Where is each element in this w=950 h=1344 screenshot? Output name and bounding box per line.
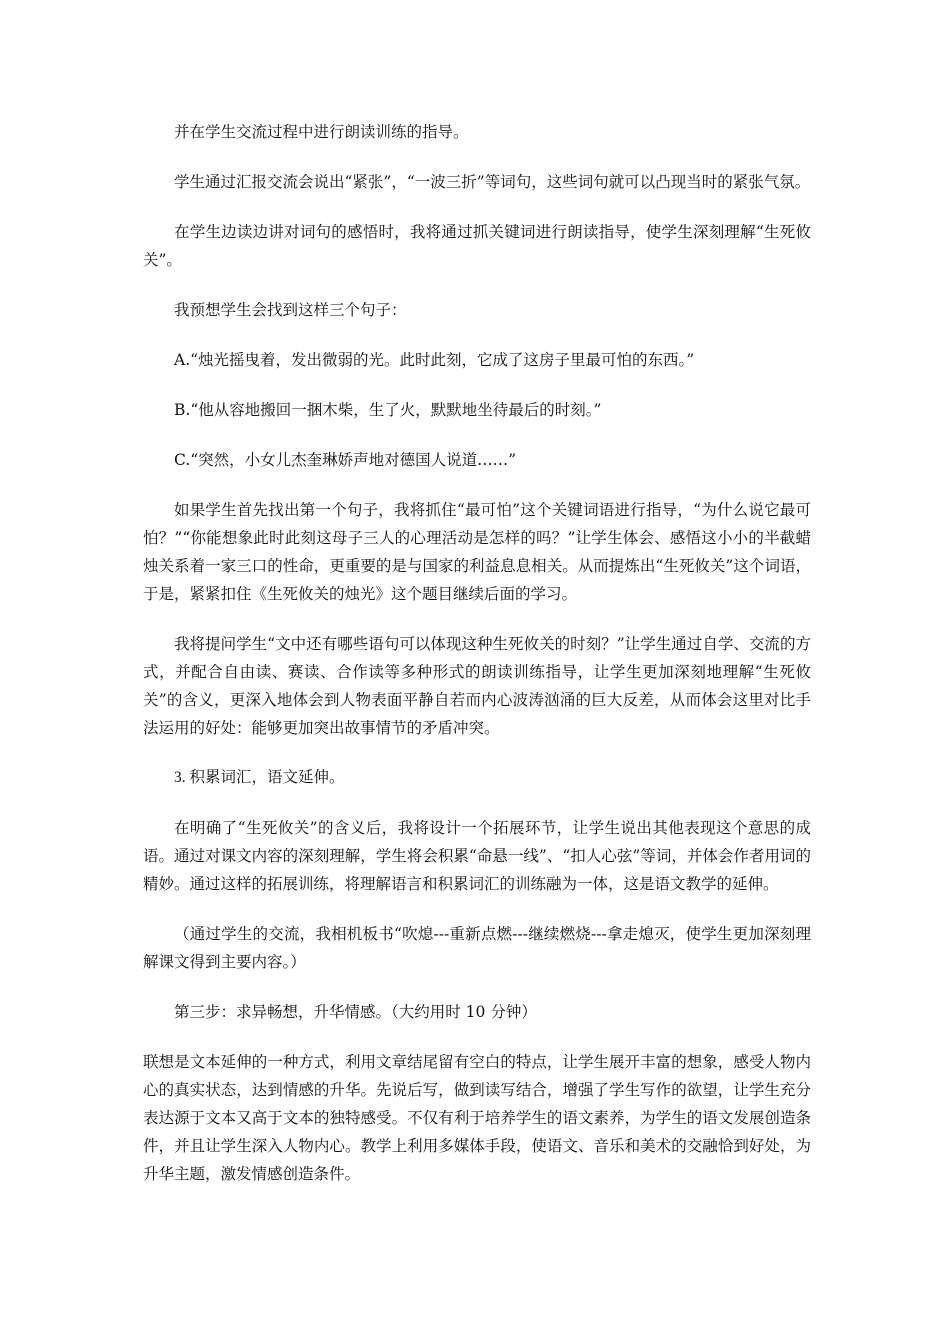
paragraph-vocabulary-extension: 在明确了“生死攸关”的含义后，我将设计一个拓展环节，让学生说出其他表现这个意思的成语。通过对课文内容的深刻理解，学生将会积累“命悬一线”、“扣人心弦”等词，并体会作者用词的精妙。通过这样的拓展训练，将理解语言和积累词汇的训练融为一体，这是语文教学的延伸。 [143,819,811,893]
paragraph-blackboard-note: （通过学生的交流，我相机板书“吹熄---重新点燃---继续燃烧---拿走熄灭，使学生更加深刻理解课文得到主要内容。） [143,925,811,971]
paragraph-imagination-extension: 联想是文本延伸的一种方式，利用文章结尾留有空白的特点，让学生展开丰富的想象，感受人物内心的真实状态，达到情感的升华。先说后写，做到读写结合，增强了学生写作的欲望，让学生充分表达源于文本又高于文本的独特感受。不仅有利于培养学生的语文素养，为学生的语文发展创造条件，并且让学生深入人物内心。教学上利用多媒体手段，使语文、音乐和美术的交融恰到好处，为升华主题，激发情感创造条件。 [143,1053,811,1183]
document-body [143,118,811,1210]
paragraph-tension-words: 学生通过汇报交流会说出“紧张”，“一波三折”等词句，这些词句就可以凸现当时的紧张气氛。 [174,173,811,191]
sentence-option-a: A.“烛光摇曳着，发出微弱的光。此时此刻，它成了这房子里最可怕的东西。” [174,351,695,369]
paragraph-reading-guidance: 并在学生交流过程中进行朗读训练的指导。 [174,123,469,141]
paragraph-key-word-guidance: 在学生边读边讲对词句的感悟时，我将通过抓关键词进行朗读指导，使学生深刻理解“生死攸关”。 [143,223,811,269]
paragraph-question-prompt: 我将提问学生“文中还有哪些语句可以体现这种生死攸关的时刻？”让学生通过自学、交流的方式，并配合自由读、赛读、合作读等多种形式的朗读训练指导，让学生更加深刻地理解“生死攸关”的含义，更深入地体会到人物表面平静自若而内心波涛汹涌的巨大反差，从而体会这里对比手法运用的好处：能够更加突出故事情节的矛盾冲突。 [143,635,811,737]
paragraph-first-sentence-guidance: 如果学生首先找出第一个句子，我将抓住“最可怕”这个关键词语进行指导，“为什么说它最可怕？”“你能想象此时此刻这母子三人的心理活动是怎样的吗？”让学生体会、感悟这小小的半截蜡烛关系着一家三口的性命，更重要的是与国家的利益息息相关。从而提炼出“生死攸关”这个词语，于是，紧紧扣住《生死攸关的烛光》这个题目继续后面的学习。 [143,501,811,603]
section-heading-step-three: 第三步：求异畅想，升华情感。（大约用时 10 分钟） [174,1003,537,1021]
paragraph-three-sentences-intro: 我预想学生会找到这样三个句子： [174,301,407,319]
section-heading-vocabulary: 3. 积累词汇，语文延伸。 [174,769,345,786]
sentence-option-b: B.“他从容地搬回一捆木柴，生了火，默默地坐待最后的时刻。” [174,401,602,419]
sentence-option-c: C.“突然，小女儿杰奎琳娇声地对德国人说道……” [174,451,517,469]
